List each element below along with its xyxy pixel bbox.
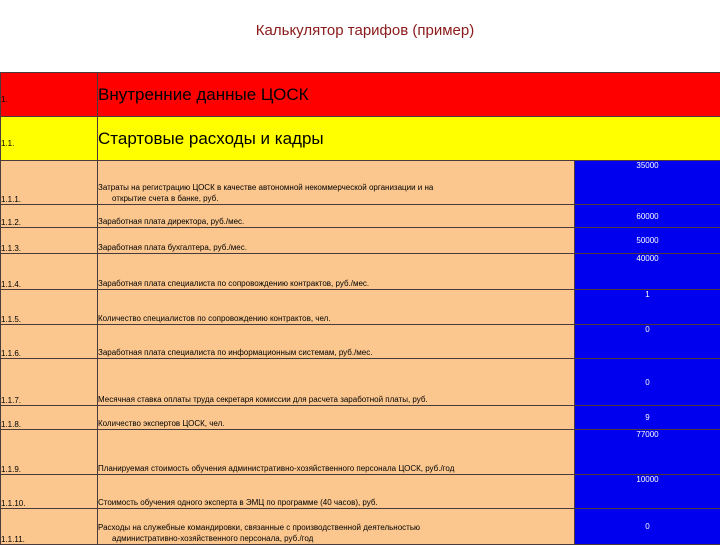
table-row — [1, 406, 720, 430]
row-number: 1.1.11. — [1, 509, 98, 545]
row-value[interactable]: 35000 — [575, 161, 720, 205]
subsection-label: Стартовые расходы и кадры — [98, 117, 720, 161]
table-row — [1, 290, 720, 325]
row-value[interactable]: 50000 — [575, 228, 720, 254]
row-description: Планируемая стоимость обучения административно-хозяйственного персонала ЦОСК, руб./год — [98, 430, 575, 475]
row-value[interactable]: 10000 — [575, 475, 720, 509]
row-number: 1.1.9. — [1, 430, 98, 475]
row-description-line-2: административно-хозяйственного персонала, руб./год — [98, 533, 574, 544]
row-description: Количество специалистов по сопровождению контрактов, чел. — [98, 290, 575, 325]
table-row — [1, 254, 720, 290]
tariff-table — [0, 72, 720, 545]
section-number: 1. — [1, 73, 98, 117]
table-row — [1, 205, 720, 228]
row-value[interactable]: 77000 — [575, 430, 720, 475]
row-description: Заработная плата бухгалтера, руб./мес. — [98, 228, 575, 254]
row-number: 1.1.3. — [1, 228, 98, 254]
row-description: Количество экспертов ЦОСК, чел. — [98, 406, 575, 430]
page-title: Калькулятор тарифов (пример) — [0, 22, 720, 39]
row-number: 1.1.6. — [1, 325, 98, 359]
row-description: Месячная ставка оплаты труда секретаря комиссии для расчета заработной платы, руб. — [98, 359, 575, 406]
row-value[interactable]: 9 — [575, 406, 720, 430]
subsection-row — [1, 117, 720, 161]
row-value[interactable]: 0 — [575, 325, 720, 359]
row-number: 1.1.10. — [1, 475, 98, 509]
row-number: 1.1.1. — [1, 161, 98, 205]
row-number: 1.1.7. — [1, 359, 98, 406]
row-description-line: Затраты на регистрацию ЦОСК в качестве автономной некоммерческой организации и на — [98, 183, 433, 192]
row-value[interactable]: 0 — [575, 359, 720, 406]
row-number: 1.1.2. — [1, 205, 98, 228]
row-number: 1.1.4. — [1, 254, 98, 290]
table-row — [1, 228, 720, 254]
row-description: Стоимость обучения одного эксперта в ЭМЦ по программе (40 часов), руб. — [98, 475, 575, 509]
table-row — [1, 359, 720, 406]
row-value[interactable]: 0 — [575, 509, 720, 545]
subsection-number: 1.1. — [1, 117, 98, 161]
table-row — [1, 475, 720, 509]
row-value[interactable]: 60000 — [575, 205, 720, 228]
row-number: 1.1.5. — [1, 290, 98, 325]
row-value[interactable]: 1 — [575, 290, 720, 325]
table-row — [1, 161, 720, 205]
table-row — [1, 325, 720, 359]
row-description — [98, 161, 575, 205]
table-row — [1, 430, 720, 475]
row-description-line: Расходы на служебные командировки, связанные с производственной деятельностью — [98, 523, 420, 532]
row-description: Заработная плата директора, руб./мес. — [98, 205, 575, 228]
row-number: 1.1.8. — [1, 406, 98, 430]
row-value[interactable]: 40000 — [575, 254, 720, 290]
section-row — [1, 73, 720, 117]
section-label: Внутренние данные ЦОСК — [98, 73, 720, 117]
row-description — [98, 509, 575, 545]
row-description: Заработная плата специалиста по сопровождению контрактов, руб./мес. — [98, 254, 575, 290]
row-description-line-2: открытие счета в банке, руб. — [98, 193, 574, 204]
table-row — [1, 509, 720, 545]
row-description: Заработная плата специалиста по информационным системам, руб./мес. — [98, 325, 575, 359]
